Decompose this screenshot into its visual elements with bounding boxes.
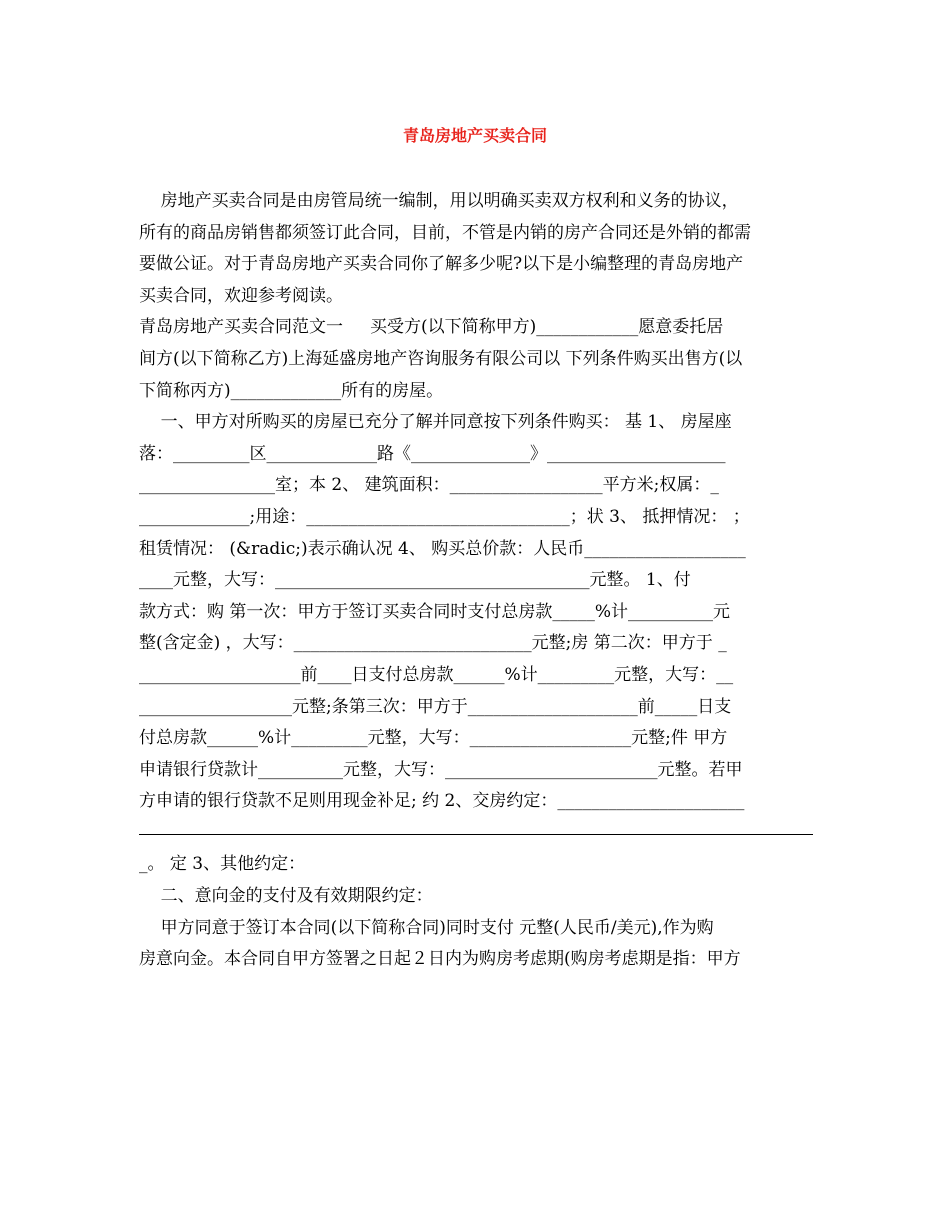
text-line: ___________________前____日支付总房款______%计_________元整，大写：__	[139, 664, 734, 685]
underline-rule	[139, 834, 813, 835]
text-line: ____元整，大写：_____________________________________元整。 1、付	[139, 570, 691, 591]
text-line: 二、意向金的支付及有效期限约定：	[139, 886, 433, 907]
text-line: 间方(以下简称乙方)上海延盛房地产咨询服务有限公司以 下列条件购买出售方(以	[139, 348, 743, 369]
text-line: _____________;用途：_______________________________；状 3、 抵押情况： ；	[139, 506, 750, 527]
text-line: 所有的商品房销售都须签订此合同，目前，不管是内销的房产合同还是外销的都需	[139, 222, 751, 243]
text-line: 下简称丙方)_____________所有的房屋。	[139, 380, 444, 401]
text-line: 甲方同意于签订本合同(以下简称合同)同时支付 元整(人民币/美元),作为购	[139, 917, 714, 938]
text-line: 款方式：购 第一次：甲方于签订买卖合同时支付总房款_____%计__________元	[139, 601, 731, 622]
text-line: 落：_________区_____________路《______________》_____________________	[139, 443, 726, 464]
text-line: __________________元整;条第三次：甲方于____________________前_____日支	[139, 696, 732, 717]
text-line: 青岛房地产买卖合同范文一 买受方(以下简称甲方)____________愿意委托居	[139, 317, 724, 338]
text-line: 付总房款______%计_________元整，大写：___________________元整;件 甲方	[139, 728, 728, 749]
text-line: 整(含定金) ，大写：____________________________元整;房 第二次：甲方于 _	[139, 633, 727, 654]
blank-rule-line	[139, 818, 813, 850]
text-line: 房地产买卖合同是由房管局统一编制，用以明确买卖双方权利和义务的协议，	[139, 191, 739, 211]
text-line: _。 定 3、其他约定：	[139, 854, 306, 875]
text-line: 租赁情况： (&radic;)表示确认况 4、 购买总价款：人民币___________________	[139, 538, 746, 559]
text-line: 要做公证。对于青岛房地产买卖合同你了解多少呢?以下是小编整理的青岛房地产	[139, 254, 744, 275]
document-title: 青岛房地产买卖合同	[402, 126, 547, 145]
text-line: ________________室；本 2、 建筑面积：__________________平方米;权属：_	[139, 475, 719, 496]
text-line: 房意向金。本合同自甲方签署之日起２日内为购房考虑期(购房考虑期是指：甲方	[139, 949, 741, 970]
text-line: 申请银行贷款计__________元整，大写：_________________________元整。若甲	[139, 759, 743, 780]
text-line: 一、甲方对所购买的房屋已充分了解并同意按下列条件购买： 基 1、 房屋座	[139, 412, 732, 433]
text-line: 买卖合同，欢迎参考阅读。	[139, 285, 343, 306]
document-body	[139, 186, 813, 976]
text-line: 方申请的银行贷款不足则用现金补足; 约 2、交房约定：______________________	[139, 791, 745, 812]
